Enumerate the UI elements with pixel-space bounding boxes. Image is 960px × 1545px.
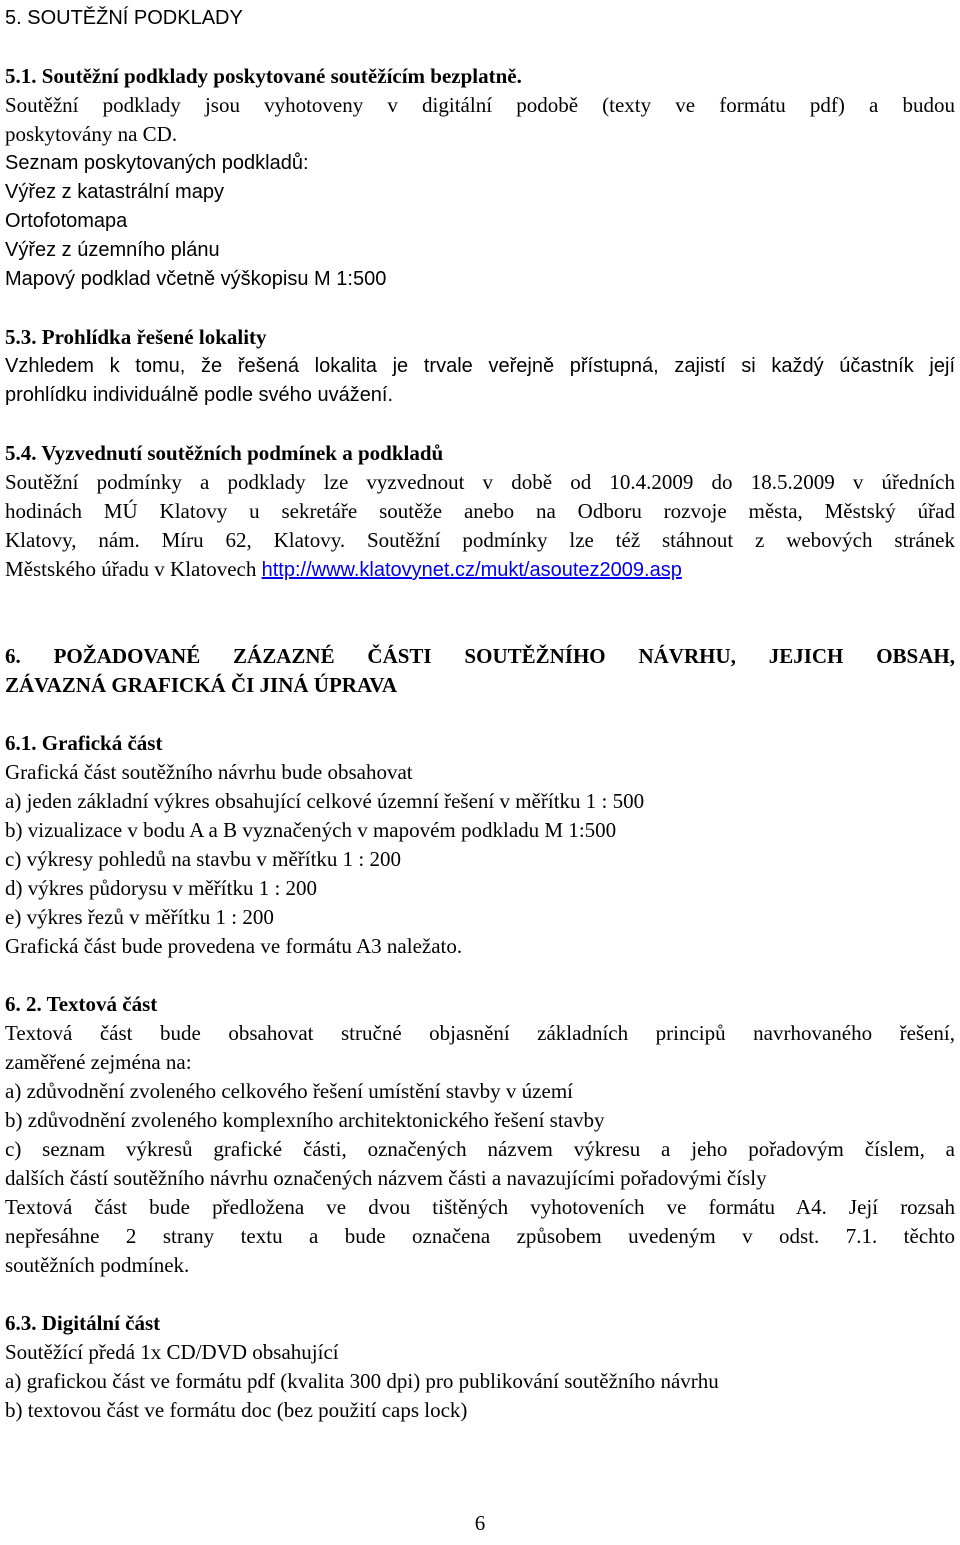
section-5-4-heading: 5.4. Vyzvednutí soutěžních podmínek a podkladů [5, 441, 444, 465]
section-6-1-item: c) výkresy pohledů na stavbu v měřítku 1 : 200 [5, 847, 402, 871]
section-5-4-line-4 [5, 556, 682, 583]
section-6-3-intro: Soutěžící předá 1x CD/DVD obsahující [5, 1340, 339, 1364]
section-6-2-item-a: a) zdůvodnění zvoleného celkového řešení umístění stavby v území [5, 1079, 573, 1103]
section-6-heading-line-1: 6. POŽADOVANÉ ZÁZAZNÉ ČÁSTI SOUTĚŽNÍHO NÁVRHU, JEJICH OBSAH, [5, 644, 955, 668]
section-5-3-line-1: Vzhledem k tomu, že řešená lokalita je trvale veřejně přístupná, zajistí si každý účastník její [5, 355, 955, 377]
section-5-4-line-1: Soutěžní podmínky a podklady lze vyzvednout v době od 10.4.2009 do 18.5.2009 v úředních [5, 470, 955, 494]
section-6-1-item: b) vizualizace v bodu A a B vyznačených v mapovém podkladu M 1:500 [5, 818, 617, 842]
download-link[interactable]: http://www.klatovynet.cz/mukt/asoutez2009.asp [261, 559, 682, 581]
section-6-heading-line-2: ZÁVAZNÁ GRAFICKÁ ČI JINÁ ÚPRAVA [5, 673, 398, 697]
section-6-2-line-2: zaměřené zejména na: [5, 1050, 192, 1074]
section-6-1-intro: Grafická část soutěžního návrhu bude obsahovat [5, 760, 413, 784]
section-6-2-item-c-line-2: dalších částí soutěžního návrhu označených názvem části a navazujícími pořadovými čísly [5, 1166, 767, 1190]
section-5-1-para-line-2: poskytovány na CD. [5, 122, 178, 146]
section-6-1-outro: Grafická část bude provedena ve formátu A3 naležato. [5, 934, 463, 958]
section-6-3-heading: 6.3. Digitální část [5, 1311, 161, 1335]
section-6-1-heading: 6.1. Grafická část [5, 731, 163, 755]
section-6-1-item: a) jeden základní výkres obsahující celkové územní řešení v měřítku 1 : 500 [5, 789, 645, 813]
section-6-3-item-a: a) grafickou část ve formátu pdf (kvalita 300 dpi) pro publikování soutěžního návrhu [5, 1369, 719, 1393]
section-5-3-line-2: prohlídku individuálně podle svého uvážení. [5, 384, 394, 406]
section-5-1-item: Výřez z katastrální mapy [5, 181, 224, 203]
page-number: 6 [474, 1511, 486, 1535]
section-5-1-heading: 5.1. Soutěžní podklady poskytované soutěžícím bezplatně. [5, 64, 522, 88]
section-5-4-line-4-text: Městského úřadu v Klatovech [5, 557, 262, 581]
section-6-3-item-b: b) textovou část ve formátu doc (bez použití caps lock) [5, 1398, 468, 1422]
section-6-2-item-b: b) zdůvodnění zvoleného komplexního architektonického řešení stavby [5, 1108, 605, 1132]
section-6-2-heading: 6. 2. Textová část [5, 992, 158, 1016]
section-6-2-para-line-1: Textová část bude předložena ve dvou tištěných vyhotoveních ve formátu A4. Její rozsah [5, 1195, 955, 1219]
section-5-heading: 5. SOUTĚŽNÍ PODKLADY [5, 7, 243, 29]
section-5-1-para-line-1: Soutěžní podklady jsou vyhotoveny v digitální podobě (texty ve formátu pdf) a budou [5, 93, 955, 117]
section-5-1-item: Ortofotomapa [5, 210, 128, 232]
section-6-2-para-line-3: soutěžních podmínek. [5, 1253, 190, 1277]
section-5-1-item: Výřez z územního plánu [5, 239, 220, 261]
section-5-1-list-title: Seznam poskytovaných podkladů: [5, 152, 309, 174]
section-6-2-item-c-line-1: c) seznam výkresů grafické části, označených názvem výkresu a jeho pořadovým číslem, a [5, 1137, 955, 1161]
section-6-1-item: d) výkres půdorysu v měřítku 1 : 200 [5, 876, 318, 900]
section-5-3-heading: 5.3. Prohlídka řešené lokality [5, 325, 267, 349]
section-5-4-line-3: Klatovy, nám. Míru 62, Klatovy. Soutěžní podmínky lze též stáhnout z webových stránek [5, 528, 955, 552]
section-5-1-item: Mapový podklad včetně výškopisu M 1:500 [5, 268, 387, 290]
section-5-4-line-2: hodinách MÚ Klatovy u sekretáře soutěže anebo na Odboru rozvoje města, Městský úřad [5, 499, 955, 523]
section-6-1-item: e) výkres řezů v měřítku 1 : 200 [5, 905, 274, 929]
section-6-2-line-1: Textová část bude obsahovat stručné objasnění základních principů navrhovaného řešení, [5, 1021, 955, 1045]
section-6-2-para-line-2: nepřesáhne 2 strany textu a bude označena způsobem uvedeným v odst. 7.1. těchto [5, 1224, 955, 1248]
